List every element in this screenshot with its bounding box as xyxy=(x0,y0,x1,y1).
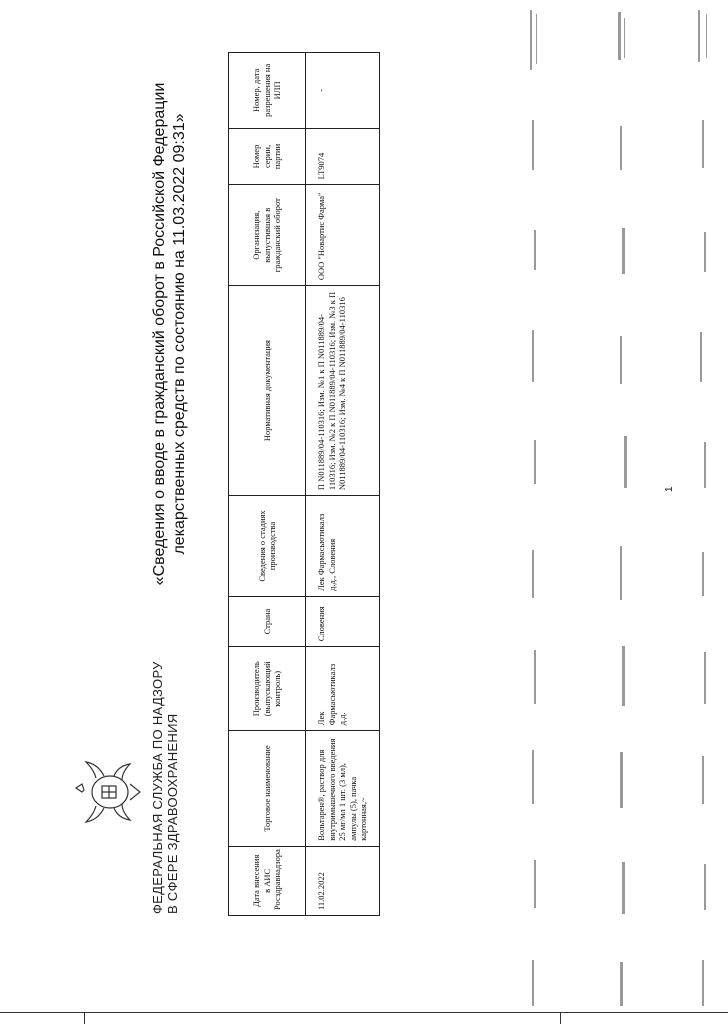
col-header-batch: Номер серии, партии xyxy=(229,128,306,185)
cell-trade-name: Вольтарен®, раствор для внутримышечного введения 25 мг/мл 1 шт. (3 мл), ампулы (5), пачка картонная,~ xyxy=(306,731,380,846)
emblem-icon xyxy=(74,760,144,824)
page-number: 1 xyxy=(664,486,675,492)
cell-batch: LT9074 xyxy=(306,128,380,185)
cell-permit: - xyxy=(306,53,380,129)
bottom-tick xyxy=(84,1012,85,1024)
col-header-country: Страна xyxy=(229,596,306,646)
col-header-permit: Номер, дата разрешения на ИЛП xyxy=(229,53,306,129)
col-header-normative-docs: Нормативная документация xyxy=(229,286,306,496)
document-title: «Сведения о вводе в гражданский оборот в Российской Федерации лекарственных средств по состоянию на 11.03.2022 09:31» xyxy=(151,82,188,586)
table-row xyxy=(306,53,380,916)
cell-stages: Лек Фармасьютикалз д.д., Словения xyxy=(306,496,380,597)
agency-line-1: ФЕДЕРАЛЬНАЯ СЛУЖБА ПО НАДЗОРУ xyxy=(150,661,165,914)
cell-manufacturer: Лек Фармасьютикалз д.д. xyxy=(306,647,380,731)
col-header-trade-name: Торговое наименование xyxy=(229,731,306,846)
agency-name xyxy=(150,661,180,914)
col-header-date: Дата внесения в АИС Росздравнадзора xyxy=(229,846,306,915)
registry-table xyxy=(228,52,380,916)
cell-country: Словения xyxy=(306,596,380,646)
col-header-stages: Сведения о стадиях производства xyxy=(229,496,306,597)
agency-line-2: В СФЕРЕ ЗДРАВООХРАНЕНИЯ xyxy=(165,713,180,914)
bottom-rule xyxy=(0,1012,728,1013)
cell-normative-docs: П N011889/04-110316; Изм. №1 к П N011889/04-110316; Изм. №2 к П N011889/04-110316; Изм. №3 к П N011889/04-110316; Изм. №4 к П N011889/04-110316 xyxy=(306,286,380,496)
cell-date: 11.02.2022 xyxy=(306,846,380,915)
cell-organization: ООО "Новартис Фарма" xyxy=(306,185,380,286)
bottom-tick xyxy=(560,1012,561,1024)
scan-artifacts xyxy=(520,0,728,1024)
col-header-organization: Организация, выпустившая в гражданский оборот xyxy=(229,185,306,286)
table-header-row xyxy=(229,53,306,916)
col-header-manufacturer: Производитель (выпускающий контроль) xyxy=(229,647,306,731)
